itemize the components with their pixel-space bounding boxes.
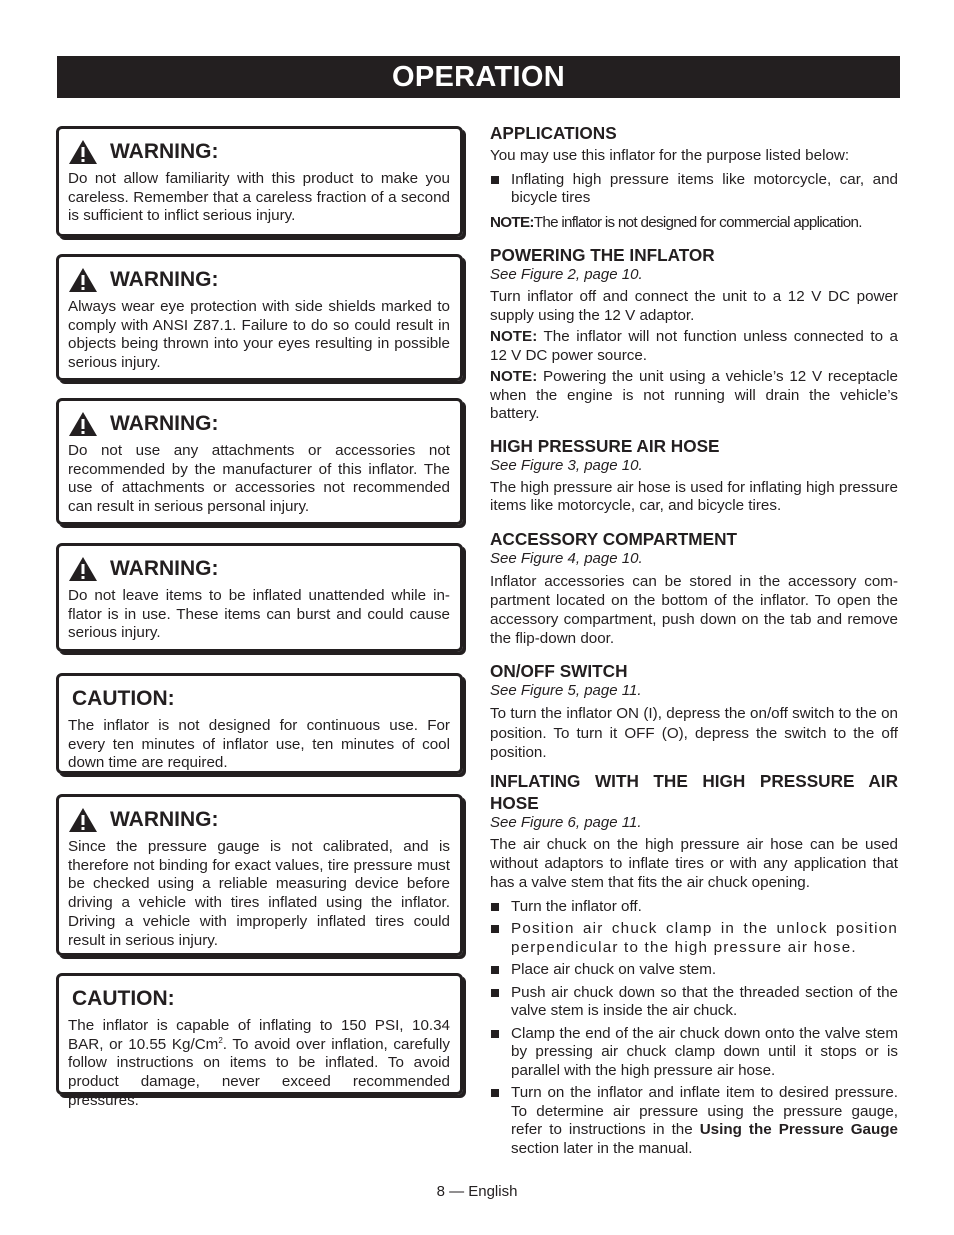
section-heading: ON/OFF SWITCH	[490, 661, 628, 682]
section-heading: POWERING THE INFLATOR	[490, 245, 715, 265]
warning-title: WARNING:	[110, 140, 219, 163]
bullet-square-icon	[491, 903, 499, 911]
inflating-section	[490, 770, 898, 1158]
page-footer: 8 — English	[436, 1183, 518, 1200]
list-item: Push air chuck down so that the threaded section of the valve stem is inside the air chuck.	[490, 984, 898, 1021]
warning-box-pressure-gauge	[56, 794, 463, 956]
figure-reference: See Figure 6, page 11.	[490, 813, 642, 831]
applications-section	[490, 122, 898, 232]
warning-box-unattended	[56, 543, 463, 652]
note: NOTE:The inflator is not designed for commercial application.	[490, 213, 862, 231]
note: NOTE: The inflator will not function unless connected to a 12 V DC power source.	[490, 328, 898, 364]
warning-text: Always wear eye protection with side shields marked to comply with ANSI Z87.1. Failure to do so could result in objects being thrown into your eyes resulting in possible serious injury.	[68, 298, 450, 372]
caution-text: The inflator is not designed for continuous use. For every ten minutes of inflator use, ten minutes of cool down time are required.	[68, 717, 450, 772]
warning-title: WARNING:	[110, 557, 219, 580]
bullet-square-icon	[491, 989, 499, 997]
section-text: Turn inflator off and connect the unit to a 12 V DC power supply using the 12 V adaptor.	[490, 288, 898, 324]
caution-text: The inflator is capable of inflating to 150 PSI, 10.34 BAR, or 10.55 Kg/Cm$^2$. To avoid over inflation, carefully follow instructions on items to be inflated. To avoid product damage, never exceed recommended pressures.	[68, 1017, 450, 1109]
caution-title: CAUTION:	[72, 987, 175, 1010]
bullet-square-icon	[491, 176, 499, 184]
list-item: Place air chuck on valve stem.	[490, 961, 898, 980]
warning-box-attachments	[56, 398, 463, 525]
warning-title: WARNING:	[110, 808, 219, 831]
bullet-square-icon	[491, 1030, 499, 1038]
figure-reference: See Figure 5, page 11.	[490, 682, 642, 700]
warning-text: Do not leave items to be inflated unattended while in-flator is in use. These items can burst and could cause serious injury.	[68, 587, 450, 642]
warning-text: Do not allow familiarity with this product to make you careless. Remember that a careless fraction of a second is sufficient to inflict serious injury.	[68, 170, 450, 225]
list-item: Inflating high pressure items like motorcycle, car, and bicycle tires	[490, 171, 898, 208]
list-item: Turn on the inflator and inflate item to desired pressure. To determine air pressure using the pressure gauge, refer to instructions in the Using the Pressure Gauge section later in the manual.	[490, 1084, 898, 1158]
list-item: Turn the inflator off.	[490, 898, 898, 917]
section-heading: APPLICATIONS	[490, 123, 617, 143]
section-text: To turn the inflator ON (I), depress the on/off switch to the on position. To turn it OFF (O), depress the switch to the off position.	[490, 705, 898, 761]
hose-section	[490, 435, 898, 516]
section-text: The high pressure air hose is used for inflating high pressure items like motorcycle, car, and bicycle tires.	[490, 478, 898, 514]
section-heading: HIGH PRESSURE AIR HOSE	[490, 435, 720, 456]
warning-box-familiarity	[56, 126, 463, 237]
warning-title: WARNING:	[110, 268, 219, 291]
caution-box-continuous-use	[56, 673, 463, 774]
warning-text: Do not use any attachments or accessories not recommended by the manufacturer of this inflator. The use of attachments or accessories not recommended can result in serious personal injury.	[68, 442, 450, 516]
bullet-square-icon	[491, 1089, 499, 1097]
onoff-section	[490, 660, 898, 762]
bullet-square-icon	[491, 925, 499, 933]
warning-text: Since the pressure gauge is not calibrated, and is therefore not binding for exact values, tire pressure must be checked using a reliable measuring device before driving a vehicle with tires inflated using the inflator. Driving a vehicle with improperly inflated tires could result in serious injury.	[68, 838, 450, 949]
warning-title: WARNING:	[110, 412, 219, 435]
section-text: You may use this inflator for the purpose listed below:	[490, 147, 850, 164]
warning-triangle-icon	[68, 267, 98, 293]
caution-box-max-pressure	[56, 973, 463, 1109]
figure-reference: See Figure 2, page 10.	[490, 266, 643, 283]
warning-triangle-icon	[68, 807, 98, 833]
page-title: OPERATION	[57, 56, 900, 98]
bullet-square-icon	[491, 966, 499, 974]
note: NOTE: Powering the unit using a vehicle’s 12 V receptacle when the engine is not running will drain the vehicle’s battery.	[490, 368, 898, 422]
steps-list	[490, 898, 898, 1159]
instructions-column	[490, 122, 898, 1158]
warning-triangle-icon	[68, 139, 98, 165]
section-heading: ACCESSORY COMPARTMENT	[490, 528, 738, 549]
figure-reference: See Figure 3, page 10.	[490, 456, 643, 474]
caution-title: CAUTION:	[72, 687, 175, 710]
powering-section	[490, 244, 898, 424]
section-heading: INFLATING WITH THE HIGH PRESSURE AIR HOSE	[490, 770, 898, 813]
warning-triangle-icon	[68, 556, 98, 582]
figure-reference: See Figure 4, page 10.	[490, 549, 643, 567]
accessory-section	[490, 528, 898, 649]
section-text: The air chuck on the high pressure air hose can be used without adaptors to inflate tires or with any application that has a valve stem that fits the air chuck opening.	[490, 835, 898, 892]
warning-box-eye-protection	[56, 254, 463, 381]
section-text: Inflator accessories can be stored in the accessory com-partment located on the bottom of the inflator. To open the accessory compartment, push down on the tab and remove the flip-down door.	[490, 572, 898, 648]
list-item: Position air chuck clamp in the unlock position perpendicular to the high pressure air hose.	[490, 920, 898, 957]
warning-triangle-icon	[68, 411, 98, 437]
list-item: Clamp the end of the air chuck down onto the valve stem by pressing air chuck clamp down until it stops or is parallel with the high pressure air hose.	[490, 1025, 898, 1081]
